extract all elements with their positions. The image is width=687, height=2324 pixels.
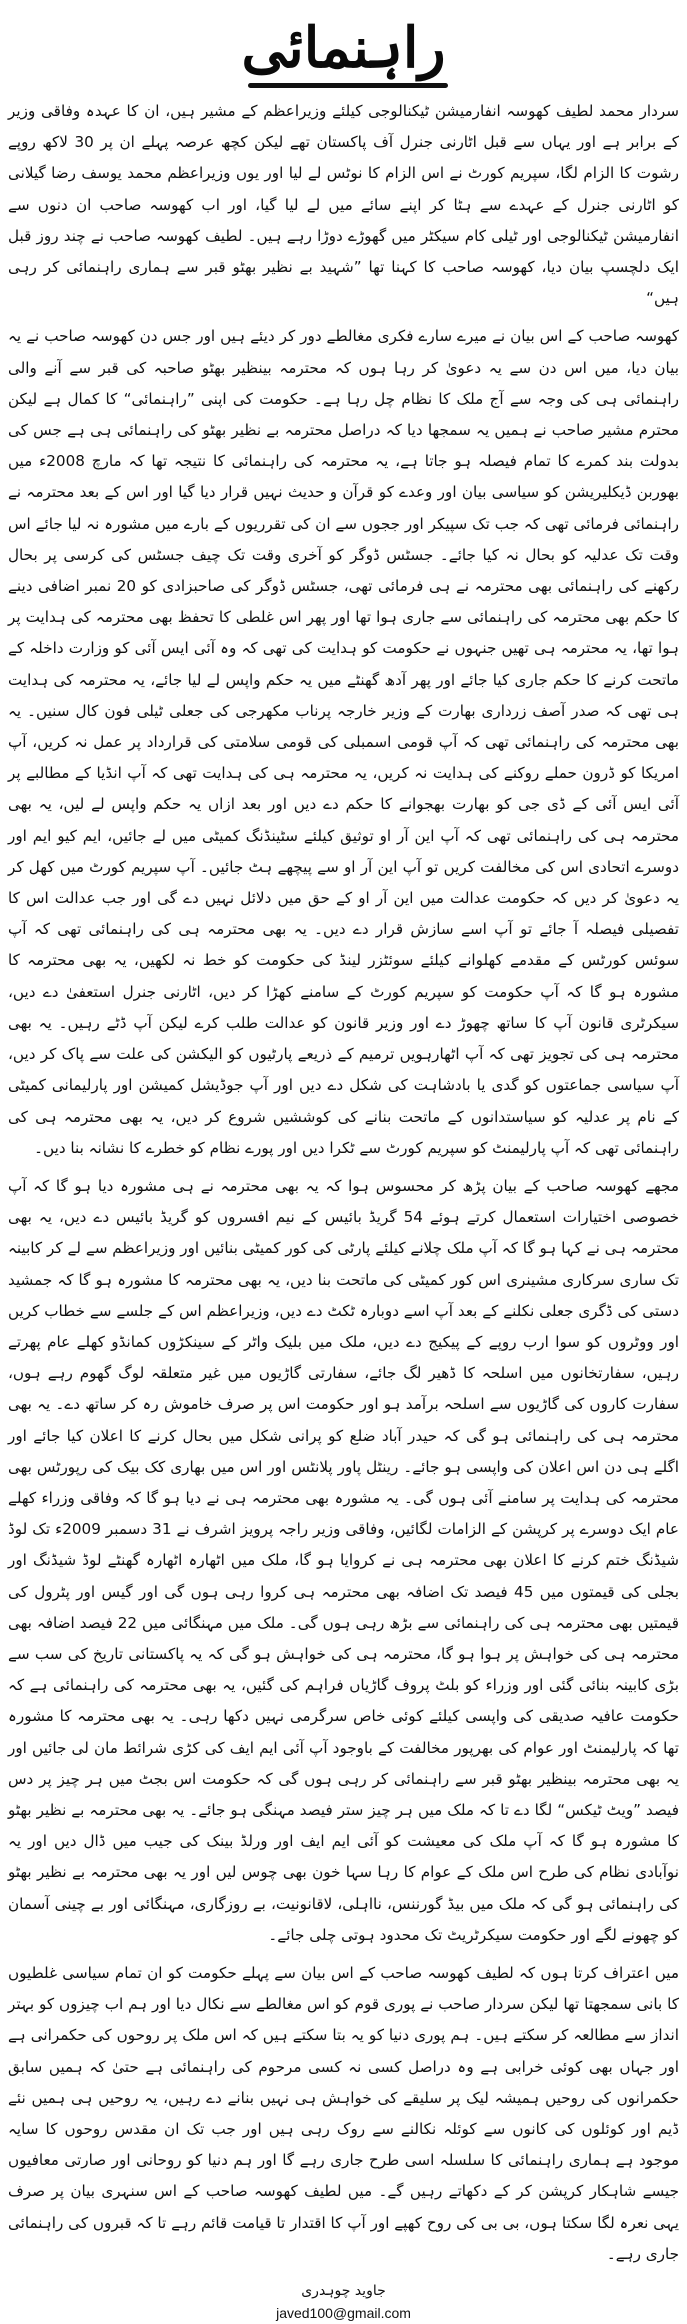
paragraph-1: سردار محمد لطیف کھوسہ انفارمیشن ٹیکنالوجی کیلئے وزیراعظم کے مشیر ہیں، ان کا عہدہ وفاقی وزیر کے برابر ہے اور یہاں سے قبل اٹارنی جنرل آف پاکستان تھے لیکن کچھ عرصہ پہلے ان پر 30 لاکھ روپے رشوت کا الزام لگا، سپریم کورٹ نے اس الزام کا نوٹس لے لیا اور یوں وزیراعظم محمد یوسف رضا گیلانی کو اٹارنی جنرل کے عہدے سے ہٹا کر اپنے سائے میں لے لیا گیا، اور اب کھوسہ صاحب ان دنوں سے انفارمیشن ٹیکنالوجی اور ٹیلی کام سیکٹر میں گھوڑے دوڑا رہے ہیں۔ لطیف کھوسہ صاحب نے چند روز قبل ایک دلچسپ بیان دیا، کھوسہ صاحب کا کہنا تھا ”شہید بے نظیر بھٹو قبر سے ہماری راہنمائی کر رہی ہیں“ <box>8 102 679 308</box>
column-title: راہنمائی <box>241 15 446 81</box>
paragraph-2: کھوسہ صاحب کے اس بیان نے میرے سارے فکری مغالطے دور کر دیئے ہیں اور جس دن کھوسہ صاحب نے یہ بیان دیا، میں اس دن سے یہ دعویٰ کر رہا ہوں کہ محترمہ بینظیر بھٹو صاحبہ کی قبر سے آنے والی راہنمائی ہی کی وجہ سے آج ملک کا نظام چل رہا ہے۔ حکومت کی اپنی ”راہنمائی“ کا کمال ہے لیکن محترم مشیر صاحب نے ہمیں یہ سمجھا دیا کہ دراصل محترمہ بے نظیر بھٹو کی راہنمائی ہی ہے جس کی بدولت بند کمرے کا تمام فیصلہ ہو جاتا ہے، یہ محترمہ کی راہنمائی کا نتیجہ تھا کہ مارچ 2008ء میں بھوربن ڈیکلیریشن کو سیاسی بیان اور وعدے کو قرآن و حدیث نہیں قرار دیا گیا اور اس کے بعد محترمہ نے راہنمائی فرمائی تھی کہ جب تک سپیکر اور ججوں سے ان کی تقرریوں کے بارے میں مشورہ نہ لیا جائے اس وقت تک عدلیہ کو بحال نہ کیا جائے۔ جسٹس ڈوگر کو آخری وقت تک چیف جسٹس کی کرسی پر بحال رکھنے کی راہنمائی بھی محترمہ نے ہی فرمائی تھی، جسٹس ڈوگر کی صاحبزادی کو 20 نمبر اضافی دینے کا حکم بھی محترمہ کی راہنمائی سے جاری ہوا تھا اور پھر اس غلطی کا تحفظ بھی محترمہ کی ہدایت پر ہوا تھا، یہ محترمہ ہی تھیں جنہوں نے حکومت کو ہدایت کی تھی کہ وہ آئی ایس آئی کو وزارت داخلہ کے ماتحت کرنے کا حکم جاری کیا جائے اور پھر آدھ گھنٹے میں یہ حکم واپس لے لیا جائے، یہ محترمہ کی ہدایت ہی تھی کہ صدر آصف زرداری بھارت کے وزیر خارجہ پرناب مکھرجی کی جعلی ٹیلی فون کال سنیں۔ یہ بھی محترمہ کی راہنمائی تھی کہ آپ قومی اسمبلی کی قومی سلامتی کی قرارداد پر عمل نہ کریں، آپ امریکا کو ڈرون حملے روکنے کی ہدایت نہ کریں، یہ محترمہ ہی کی ہدایت تھی کہ آپ انڈیا کے مطالبے پر آئی ایس آئی کے ڈی جی کو بھارت بھجوانے کا حکم دے دیں اور بعد ازاں یہ حکم واپس لے لیں، یہ بھی محترمہ ہی کی راہنمائی تھی کہ آپ این آر او توثیق کیلئے سٹینڈنگ کمیٹی میں لے جائیں، ایم کیو ایم اور دوسرے اتحادی اس کی مخالفت کریں تو آپ این آر او سے پیچھے ہٹ جائیں۔ آپ سپریم کورٹ میں کھل کر یہ دعویٰ کر دیں کہ حکومت عدالت میں این آر او کے حق میں دلائل نہیں دے گی اور جب عدالت اس کا تفصیلی فیصلہ آ جائے تو آپ اسے سازش قرار دے دیں۔ یہ بھی محترمہ ہی کی راہنمائی تھی کہ آپ سوئس کورٹس کے مقدمے کھلوانے کیلئے سوئٹزر لینڈ کی حکومت کو خط نہ لکھیں، یہ بھی محترمہ کا مشورہ ہو گا کہ آپ حکومت کو سپریم کورٹ کے سامنے کھڑا کر دیں، اٹارنی جنرل استعفیٰ دے دیں، سیکرٹری قانون آپ کا ساتھ چھوڑ دے اور وزیر قانون کو عدالت طلب کرے لیکن آپ ڈٹے رہیں۔ یہ بھی محترمہ ہی کی تجویز تھی کہ آپ اٹھارہویں ترمیم کے ذریعے پارٹیوں کو الیکشن کی علت سے پاک کر دیں، آپ سیاسی جماعتوں کو گدی یا بادشاہت کی شکل دے دیں اور آپ جوڈیشل کمیشن اور پارلیمانی کمیٹی کے نام پر عدلیہ کو سیاستدانوں کے ماتحت بنانے کی کوششیں شروع کر دیں، یہ بھی محترمہ ہی کی راہنمائی تھی کہ آپ پارلیمنٹ کو سپریم کورٹ سے ٹکرا دیں اور پورے نظام کو خطرے کا نشانہ بنا دیں۔ <box>8 327 680 1157</box>
paragraph-4: میں اعتراف کرتا ہوں کہ لطیف کھوسہ صاحب کے اس بیان سے پہلے حکومت کو ان تمام سیاسی غلطیوں کا بانی سمجھتا تھا لیکن سردار صاحب نے پوری قوم کو اس مغالطے سے نکال دیا اور ہم اب چیزوں کو بہتر انداز سے مطالعہ کر سکتے ہیں۔ ہم پوری دنیا کو یہ بتا سکتے ہیں کہ اس ملک پر روحوں کی حکمرانی ہے اور جہاں بھی کوئی خرابی ہے وہ دراصل کسی نہ کسی مرحوم کی راہنمائی ہے حتیٰ کہ ہمیں سابق حکمرانوں کی روحیں ہمیشہ لیک پر سلیقے کی خواہش ہی نہیں بنانے دے رہیں، یہ روحیں ہی ہمیں نئے ڈیم اور کوئلوں کی کانوں سے کوئلہ نکالنے سے روک رہی ہیں اور جب تک ان مقدس روحوں کا سایہ موجود ہے ہماری راہنمائی کا سلسلہ اسی طرح جاری رہے گا اور ہم دنیا کو روحانی اور صارتی معافیوں جیسے شاہکار کرپشن کر کے دکھاتے رہیں گے۔ میں لطیف کھوسہ صاحب کے اس سنہری بیان پر صرف یہی نعرہ لگا سکتا ہوں، بی بی کی روح کھپے اور آپ کا اقتدار تا قیامت قائم رہے تا کہ قبروں کی راہنمائی جاری رہے۔ <box>8 1963 679 2263</box>
author-email[interactable]: javed100@gmail.com <box>276 2305 411 2322</box>
headline-block <box>8 6 679 90</box>
paragraph-3: مجھے کھوسہ صاحب کے بیان پڑھ کر محسوس ہوا کہ یہ بھی محترمہ نے ہی مشورہ دیا ہو گا کہ آپ خصوصی اختیارات استعمال کرتے ہوئے 54 گریڈ بائیس کے نیم افسروں کو گریڈ بائیس دے دیں، یہ بھی محترمہ ہی نے کہا ہو گا کہ آپ ملک چلانے کیلئے پارٹی کی کور کمیٹی بنائیں اور وزیراعظم سے لے کر کابینہ تک ساری سرکاری مشینری اس کور کمیٹی کی ماتحت بنا دیں، یہ بھی محترمہ کا مشورہ ہو گا کہ جمشید دستی کی ڈگری جعلی نکلنے کے بعد آپ اسے دوبارہ ٹکٹ دے دیں، وزیراعظم اس کے جلسے سے خطاب کریں اور ووٹروں کو سوا ارب روپے کے پیکیج دے دیں، ملک میں بلیک واٹر کے سینکڑوں کمانڈو کھلے عام پھرتے رہیں، سفارتخانوں میں اسلحہ کا ڈھیر لگ جائے، سفارتی گاڑیوں میں غیر متعلقہ لوگ گھوم رہے ہوں، سفارت کاروں کی گاڑیوں سے اسلحہ برآمد ہو اور حکومت اس پر صرف خاموش رہ کر ساتھ دے۔ یہ بھی محترمہ ہی کی راہنمائی ہو گی کہ حیدر آباد ضلع کو پرانی شکل میں بحال کرنے کا اعلان کیا جائے اور اگلے ہی دن اس اعلان کی واپسی ہو جائے۔ رینٹل پاور پلانٹس اور اس میں بھاری کک بیک کی رپورٹس بھی محترمہ کی ہدایت پر سامنے آئی ہوں گی۔ یہ مشورہ بھی محترمہ ہی نے دیا ہو گا کہ وفاقی وزراء کھلے عام ایک دوسرے پر کرپشن کے الزامات لگائیں، وفاقی وزیر راجہ پرویز اشرف نے 31 دسمبر 2009ء تک لوڈ شیڈنگ ختم کرنے کا اعلان بھی محترمہ ہی نے کروایا ہو گا، ملک میں اٹھارہ اٹھارہ گھنٹے لوڈ شیڈنگ اور بجلی کی قیمتوں میں 45 فیصد تک اضافہ بھی محترمہ ہی کروا رہی ہوں گی اور گیس اور پٹرول کی قیمتیں بھی محترمہ ہی کی راہنمائی سے بڑھ رہی ہوں گی۔ ملک میں مہنگائی میں 22 فیصد اضافہ بھی محترمہ ہی کی خواہش پر ہوا ہو گا، محترمہ ہی کی خواہش ہو گی کہ یہ پاکستانی تاریخ کی سب سے بڑی کابینہ بنائی گئی اور وزراء کو بلٹ پروف گاڑیاں فراہم کی گئیں، یہ بھی محترمہ کی راہنمائی ہے کہ حکومت عافیہ صدیقی کی واپسی کیلئے کوئی خاص سرگرمی نہیں دکھا رہی۔ یہ بھی محترمہ کا مشورہ تھا کہ پارلیمنٹ اور عوام کی بھرپور مخالفت کے باوجود آپ آئی ایم ایف کی کڑی شرائط مان لی جائیں اور یہ بھی محترمہ بینظیر بھٹو قبر سے راہنمائی کر رہی ہوں گی کہ حکومت اس بجٹ میں ہر چیز پر دس فیصد ”ویٹ ٹیکس“ لگا دے تا کہ ملک میں ہر چیز ستر فیصد مہنگی ہو جائے۔ یہ بھی محترمہ بے نظیر بھٹو کا مشورہ ہو گا کہ آپ ملک کی معیشت کو آئی ایم ایف اور ورلڈ بینک کی جیب میں ڈال دیں اور یہ نوآبادی نظام کی طرح اس ملک کے عوام کا رہا سہا خون بھی چوس لیں اور یہ بھی محترمہ بے نظیر بھٹو کی راہنمائی ہو گی کہ ملک میں بیڈ گورننس، نااہلی، لاقانونیت، بے روزگاری، مہنگائی اور بے چینی آسمان کو چھونے لگے اور حکومت سیکرٹریٹ تک محدود ہوتی چلی جائے۔ <box>8 1176 680 1944</box>
author-name: جاوید چوہدری <box>301 2283 386 2300</box>
title-underline <box>248 83 448 88</box>
article-body <box>8 96 679 2270</box>
